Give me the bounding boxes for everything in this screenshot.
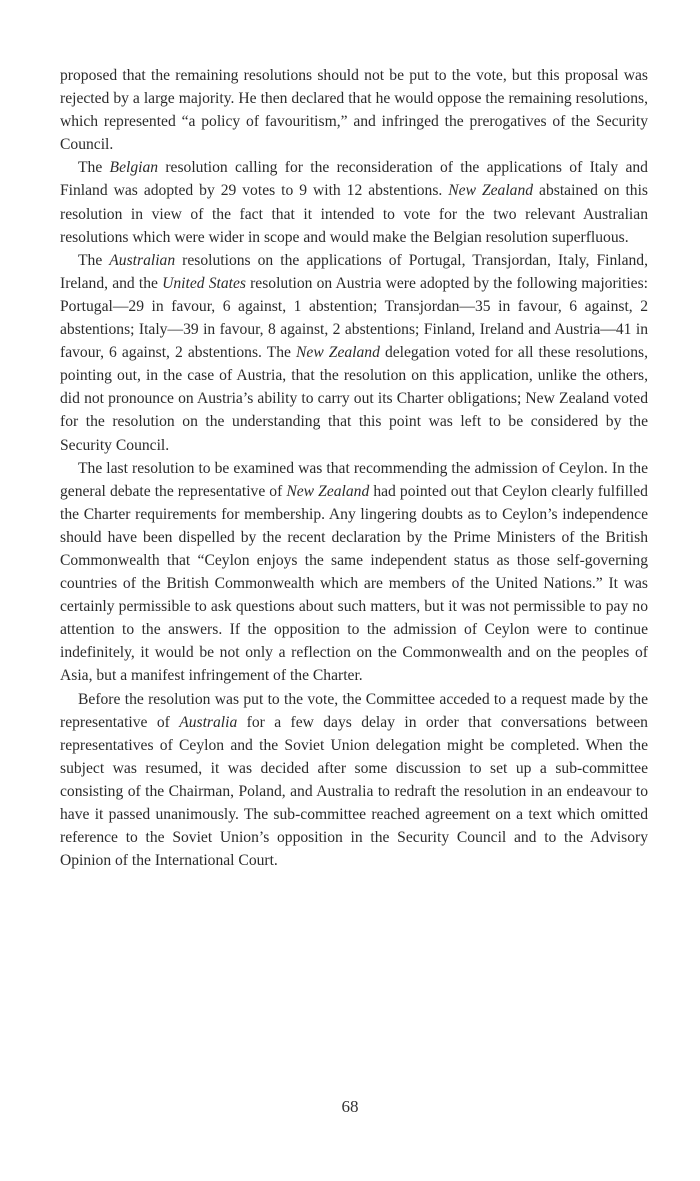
italic-text: Australia [179, 713, 238, 731]
text-run: delegation voted for all these resolutions, pointing out, in the case of Austria, that the resolution on this application, unlike the others, did not pronounce on Austria’s ability to carry out its Charter obligations; New Zealand voted for the resolution on the understanding that this point was left to be considered by the Security Council. [60, 344, 648, 454]
text-run: The [78, 159, 110, 177]
italic-text: Australian [109, 251, 176, 269]
text-run: resolution on Austria were adopted by the following majorities: Portugal—29 in favour, 6 against, 1 abstention; Transjordan—35 in favour, 6 against, 2 abstentions; Italy—39 in favour, 8 against, 2 abstentions; Finland, Ireland and Austria—41 in favour, 6 against, 2 abstentions. The [60, 274, 648, 362]
italic-text: New Zealand [296, 344, 380, 362]
text-run: resolution calling for the reconsideration of the applications of Italy and Finland was adopted by 29 votes to 9 with 12 abstentions. [60, 159, 648, 200]
italic-text: Belgian [109, 159, 159, 177]
text-run: abstained on this resolution in view of the fact that it intended to vote for the two relevant Australian resolutions which were wider in scope and would make the Belgian resolution superfluous. [60, 182, 648, 246]
paragraph [60, 249, 648, 457]
italic-text: New Zealand [448, 182, 534, 200]
text-run: Before the resolution was put to the vote, the Committee acceded to a request made by the representative of [60, 690, 648, 731]
text-run: for a few days delay in order that conversations between representatives of Ceylon and the Soviet Union delegation might be completed. When the subject was resumed, it was decided after some discussion to set up a sub-committee consisting of the Chairman, Poland, and Australia to redraft the resolution in an endeavour to have it passed unanimously. The sub-committee reached agreement on a text which omitted reference to the Soviet Union’s opposition in the Security Council and to the Advisory Opinion of the International Court. [60, 713, 648, 870]
text-run: proposed that the remaining resolutions should not be put to the vote, but this proposal was rejected by a large majority. He then declared that he would oppose the remaining resolutions, which represented “a policy of favouritism,” and infringed the prerogatives of the Security Council. [60, 67, 648, 154]
paragraph [60, 688, 648, 873]
text-run: The [78, 251, 110, 269]
text-run: had pointed out that Ceylon clearly fulfilled the Charter requirements for membership. Any lingering doubts as to Ceylon’s independence should have been dispelled by the recent declaration by the Prime Ministers of the British Commonwealth that “Ceylon enjoys the same independent status as those self-governing countries of the British Commonwealth which are members of the United Nations.” It was certainly permissible to ask questions about such matters, but it was not permissible to pay no attention to the answers. If the opposition to the admission of Ceylon were to continue indefinitely, it would be not only a reflection on the Commonwealth and on the peoples of Asia, but a manifest infringement of the Charter. [60, 482, 648, 685]
paragraph [60, 457, 648, 688]
page-number: 68 [341, 1097, 359, 1116]
italic-text: New Zealand [286, 482, 370, 500]
italic-text: United States [162, 274, 246, 292]
text-run: The last resolution to be examined was that recommending the admission of Ceylon. In the general debate the representative of [60, 459, 648, 500]
paragraph [60, 156, 648, 248]
paragraph [60, 64, 648, 156]
document-body [60, 64, 648, 872]
text-run: resolutions on the applications of Portugal, Transjordan, Italy, Finland, Ireland, and the [60, 251, 648, 292]
